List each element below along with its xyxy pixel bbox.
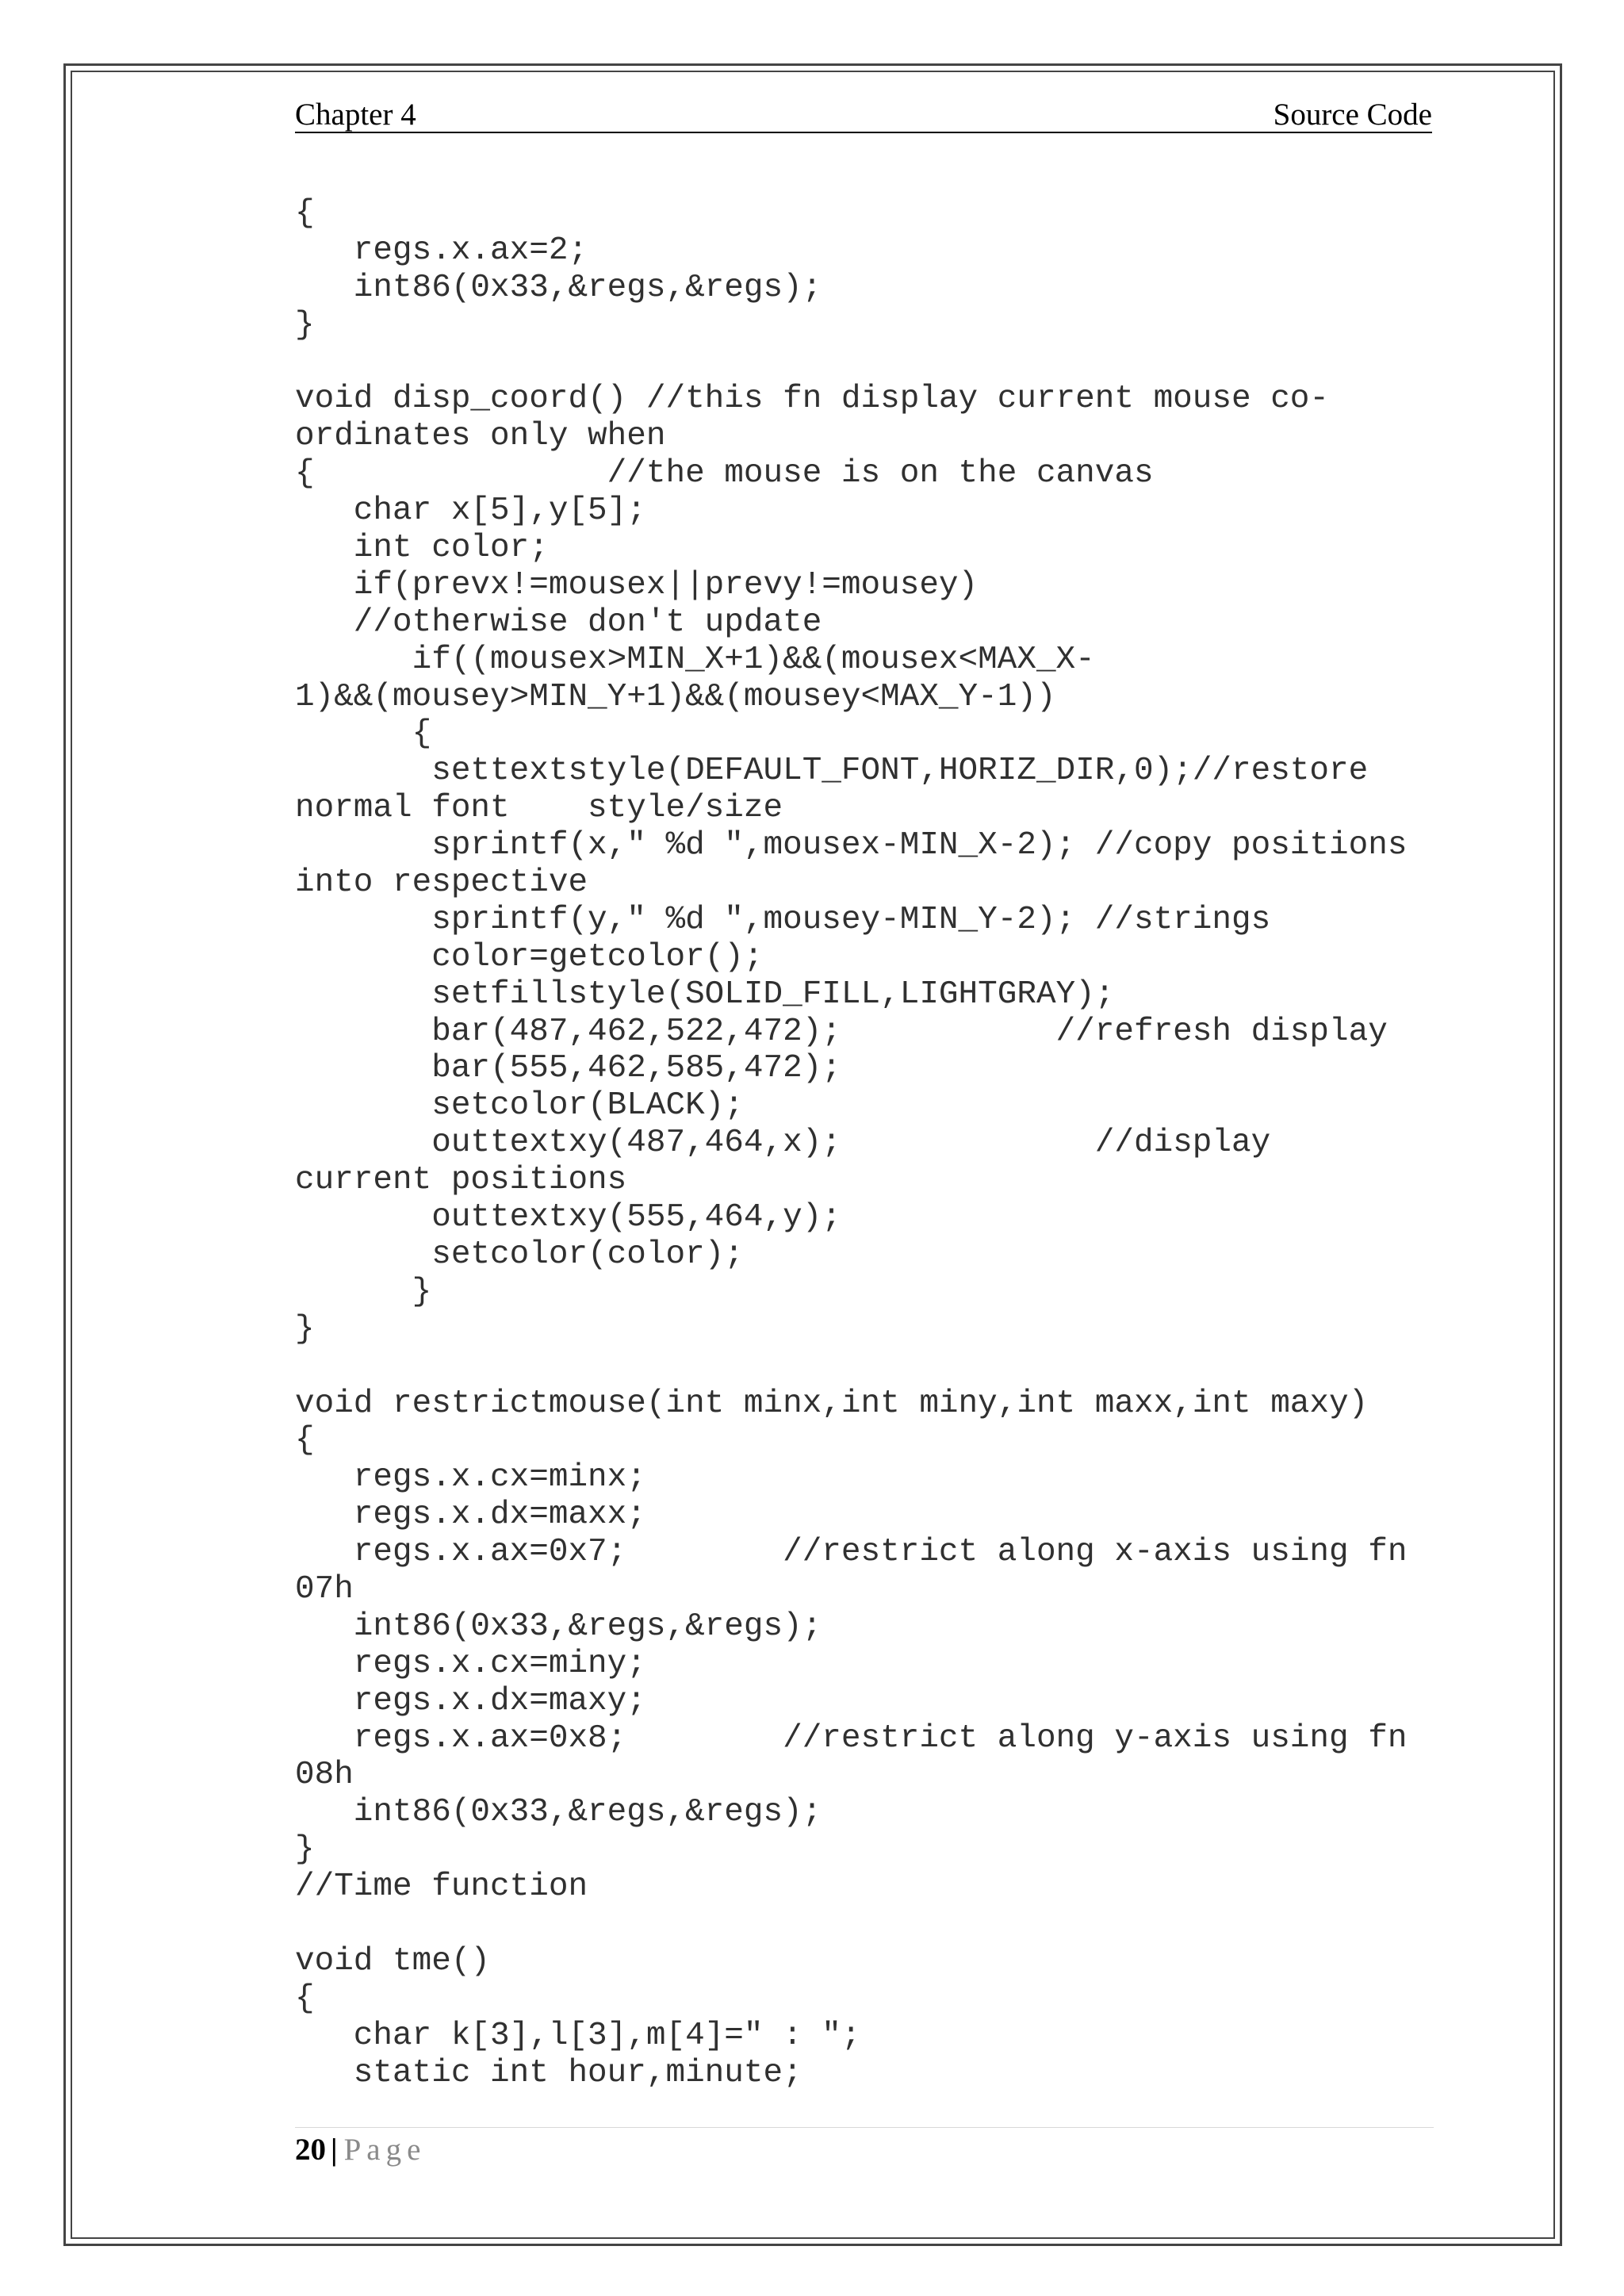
code-line: { //the mouse is on the canvas — [295, 455, 1154, 493]
code-line: setfillstyle(SOLID_FILL,LIGHTGRAY); — [295, 976, 1115, 1013]
code-line: void restrictmouse(int minx,int miny,int maxx,int maxy) — [295, 1385, 1369, 1422]
section-label: Source Code — [1273, 98, 1432, 132]
source-code-block — [295, 195, 1407, 2091]
code-line: int86(0x33,&regs,&regs); — [295, 1794, 822, 1831]
code-line: current positions — [295, 1162, 627, 1199]
page-number: 20 — [295, 2133, 326, 2167]
code-line: void tme() — [295, 1942, 491, 1980]
code-line: void disp_coord() //this fn display current mouse co- — [295, 381, 1330, 418]
code-line: sprintf(y," %d ",mousey-MIN_Y-2); //strings — [295, 901, 1271, 938]
code-line: //otherwise don't update — [295, 604, 822, 641]
page-header — [295, 97, 1432, 133]
code-line: //Time function — [295, 1869, 588, 1906]
code-line: } — [295, 1273, 432, 1310]
code-line: normal font style/size — [295, 790, 783, 827]
code-line: regs.x.dx=maxx; — [295, 1497, 646, 1534]
code-line: { — [295, 715, 432, 753]
code-line: { — [295, 1980, 315, 2017]
code-line — [295, 344, 1407, 381]
code-line: bar(487,462,522,472); //refresh display — [295, 1013, 1388, 1050]
code-line: 1)&&(mousey>MIN_Y+1)&&(mousey<MAX_Y-1)) — [295, 678, 1056, 715]
code-line: regs.x.ax=0x8; //restrict along y-axis using fn — [295, 1719, 1408, 1757]
code-line: int86(0x33,&regs,&regs); — [295, 269, 822, 306]
code-line: char k[3],l[3],m[4]=" : "; — [295, 2017, 861, 2054]
code-line: int color; — [295, 530, 549, 567]
code-line: setcolor(color); — [295, 1236, 744, 1273]
code-line: outtextxy(555,464,y); — [295, 1199, 841, 1236]
code-line: setcolor(BLACK); — [295, 1087, 744, 1125]
code-line: static int hour,minute; — [295, 2054, 802, 2091]
code-line: regs.x.dx=maxy; — [295, 1682, 646, 1719]
code-line: if((mousex>MIN_X+1)&&(mousex<MAX_X- — [295, 641, 1095, 678]
code-line: regs.x.cx=miny; — [295, 1645, 646, 1682]
code-line: char x[5],y[5]; — [295, 493, 646, 530]
code-line: ordinates only when — [295, 418, 666, 455]
code-line: int86(0x33,&regs,&regs); — [295, 1608, 822, 1645]
code-line: regs.x.cx=minx; — [295, 1459, 646, 1497]
code-line: if(prevx!=mousex||prevy!=mousey) — [295, 566, 979, 604]
page-footer — [295, 2132, 426, 2168]
code-line: 08h — [295, 1757, 354, 1794]
page-word: Page — [343, 2133, 427, 2167]
code-line: } — [295, 1310, 315, 1347]
code-line: regs.x.ax=2; — [295, 232, 588, 269]
code-line: outtextxy(487,464,x); //display — [295, 1125, 1271, 1162]
footer-separator: | — [331, 2133, 338, 2167]
code-line: } — [295, 1831, 315, 1869]
code-line: settextstyle(DEFAULT_FONT,HORIZ_DIR,0);//restore — [295, 753, 1369, 790]
code-line: 07h — [295, 1570, 354, 1608]
code-line — [295, 1348, 1407, 1386]
code-line: into respective — [295, 864, 588, 902]
code-line: sprintf(x," %d ",mousex-MIN_X-2); //copy positions — [295, 827, 1408, 864]
code-line: regs.x.ax=0x7; //restrict along x-axis using fn — [295, 1534, 1408, 1571]
footer-rule — [295, 2127, 1434, 2128]
code-line: { — [295, 195, 315, 232]
chapter-label: Chapter 4 — [295, 98, 416, 132]
code-line — [295, 1906, 1407, 1943]
code-line: color=getcolor(); — [295, 938, 764, 976]
code-line: } — [295, 306, 315, 343]
code-line: { — [295, 1422, 315, 1459]
code-line: bar(555,462,585,472); — [295, 1050, 841, 1087]
